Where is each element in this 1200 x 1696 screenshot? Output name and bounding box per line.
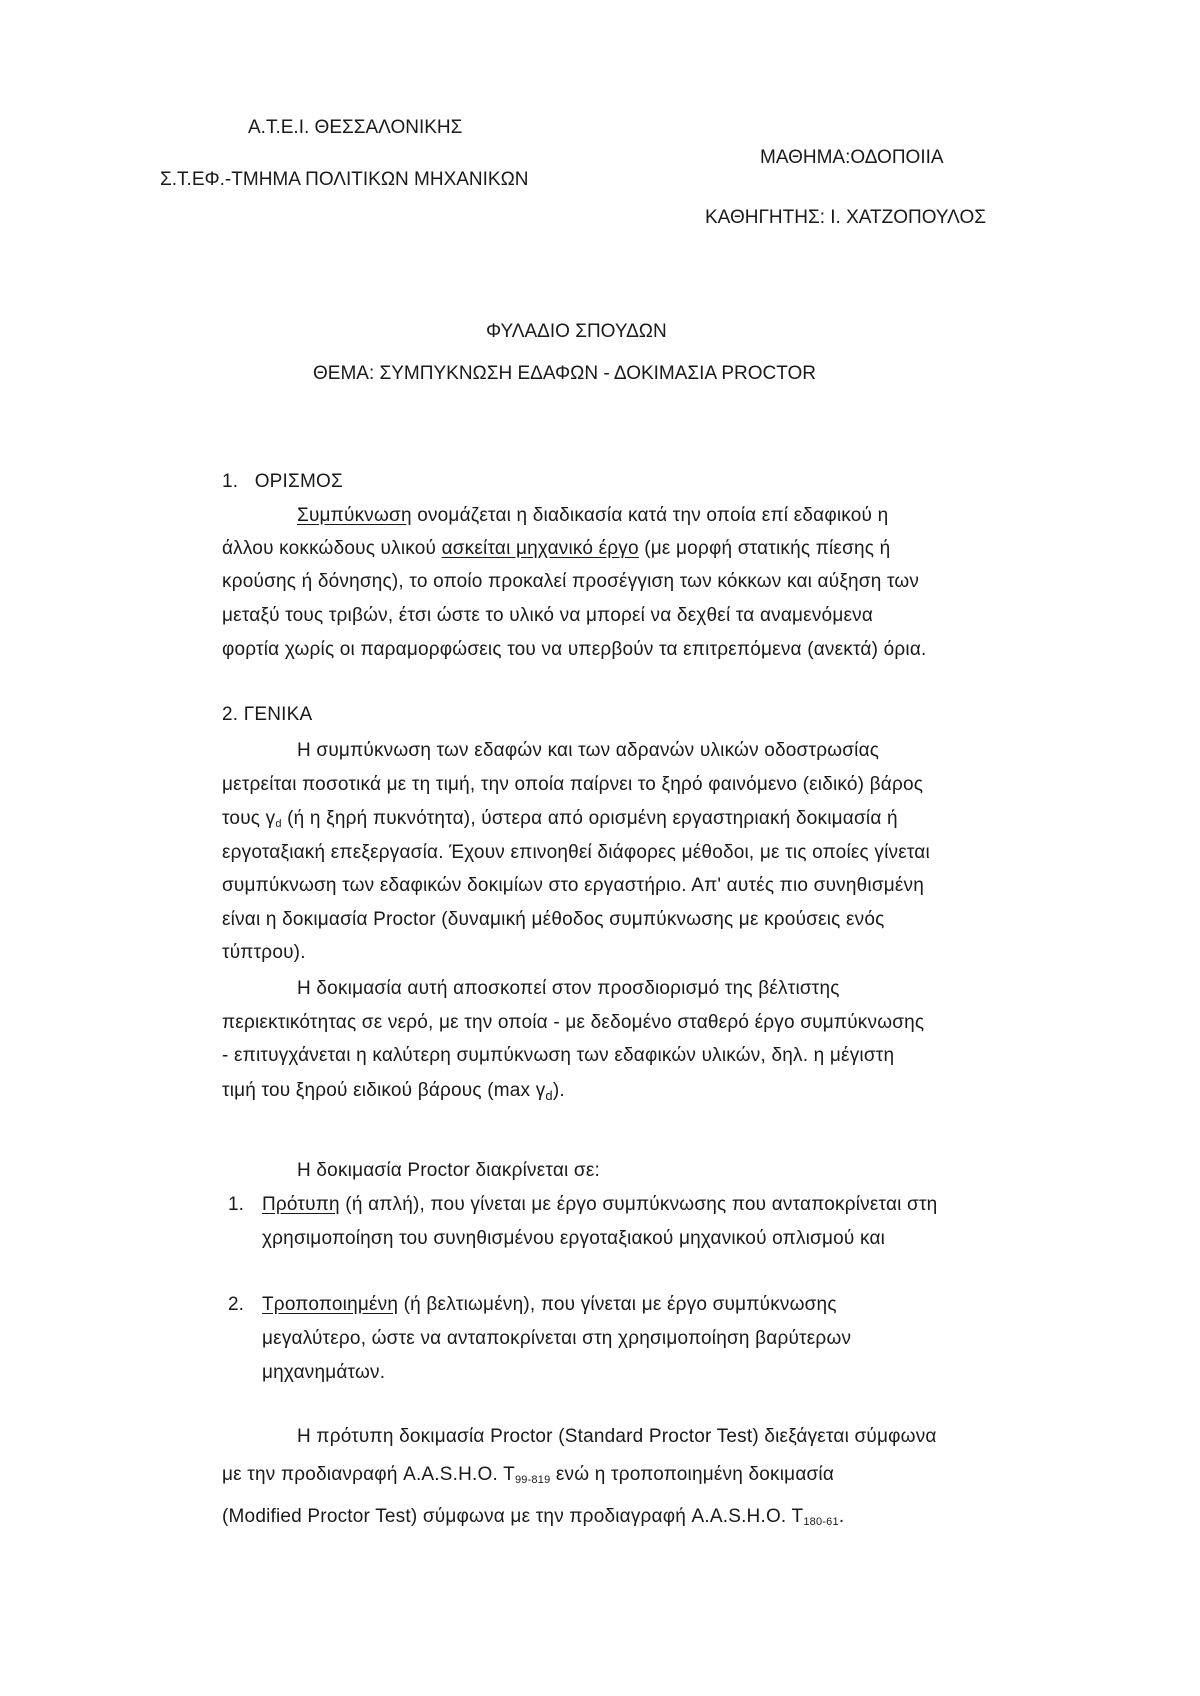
section2-p2-line-3: - επιτυγχάνεται η καλύτερη συμπύκνωση των εδαφικών υλικών, δηλ. η μέγιστη [222, 1045, 895, 1066]
section2-p1-line-3: τους $\gamma_d$ (ή η ξηρή πυκνότητα), ύστερα από ορισμένη εργαστηριακή δοκιμασία ή [222, 808, 898, 830]
section1-heading [222, 472, 343, 491]
list-item-1-line-1: Πρότυπη (ή απλή), που γίνεται με έργο συμπύκνωσης που ανταποκρίνεται στη [262, 1194, 938, 1215]
list-item-2-line-2: μεγαλύτερο, ώστε να ανταποκρίνεται στη χρησιμοποίηση βαρύτερων [262, 1328, 852, 1349]
list-item-1-term: Πρότυπη [262, 1194, 340, 1215]
list-item-2-line-3: μηχανημάτων. [262, 1362, 386, 1383]
definition-term: Συμπύκνωση [297, 505, 412, 526]
section2-p2-line-2: περιεκτικότητας σε νερό, με την οποία - με δεδομένο σταθερό έργο συμπύκνωσης [222, 1012, 925, 1033]
professor-name: ΚΑΘΗΓΗΤΗΣ: Ι. ΧΑΤΖΟΠΟΥΛΟΣ [705, 207, 986, 228]
section1-line-1: Συμπύκνωση ονομάζεται η διαδικασία κατά την οποία επί εδαφικού η [297, 505, 889, 526]
document-title: ΦΥΛΑΔΙΟ ΣΠΟΥΔΩΝ [486, 321, 667, 342]
section2-p1-line-4: εργοταξιακή επεξεργασία. Έχουν επινοηθεί διάφορες μέθοδοι, με τις οποίες γίνεται [222, 842, 930, 863]
section2-p2-line-4: τιμή του ξηρού ειδικού βάρους (max $\gamma_d$). [222, 1080, 565, 1103]
section2-p1-line-7: τύπτρου). [222, 942, 306, 963]
section1-title: ΟΡΙΣΜΟΣ [254, 471, 343, 492]
underlined-phrase: ασκείται μηχανικό έργο [441, 538, 639, 559]
section2-p1-line-2: μετρείται ποσοτικά με τη τιμή, την οποία παίρνει το ξηρό φαινόμενο (ειδικό) βάρος [222, 774, 924, 795]
list-item-1-line-2: χρησιμοποίηση του συνηθισμένου εργοταξιακού μηχανικού οπλισμού και [262, 1228, 886, 1249]
document-topic: ΘΕΜΑ: ΣΥΜΠΥΚΝΩΣΗ ΕΔΑΦΩΝ - ΔΟΚΙΜΑΣΙΑ PROCTOR [313, 363, 817, 384]
section1-line-2: άλλου κοκκώδους υλικού ασκείται μηχανικό έργο (με μορφή στατικής πίεσης ή [222, 538, 891, 559]
list-item-2-term: Τροποποιημένη [262, 1294, 399, 1315]
section2-heading: 2. ΓΕΝΙΚΑ [222, 704, 313, 725]
section2-p4-line-1: Η πρότυπη δοκιμασία Proctor (Standard Proctor Test) διεξάγεται σύμφωνα [297, 1426, 937, 1447]
section1-line-3: κρούσης ή δόνησης), το οποίο προκαλεί προσέγγιση των κόκκων και αύξηση των [222, 571, 920, 592]
section2-p2-line-1: Η δοκιμασία αυτή αποσκοπεί στον προσδιορισμό της βέλτιστης [297, 978, 840, 999]
course-name: ΜΑΘΗΜΑ:ΟΔΟΠΟΙΙΑ [760, 147, 944, 168]
institution-name: Α.Τ.Ε.Ι. ΘΕΣΣΑΛΟΝΙΚΗΣ [248, 117, 463, 138]
section1-line-5: φορτία χωρίς οι παραμορφώσεις του να υπερβούν τα επιτρεπόμενα (ανεκτά) όρια. [222, 639, 927, 660]
section2-p1-line-6: είναι η δοκιμασία Proctor (δυναμική μέθοδος συμπύκνωσης με κρούσεις ενός [222, 909, 885, 930]
section2-p1-line-1: Η συμπύκνωση των εδαφών και των αδρανών υλικών οδοστρωσίας [297, 740, 880, 761]
section1-number: 1. [222, 471, 239, 492]
section2-p1-line-5: συμπύκνωση των εδαφικών δοκιμίων στο εργαστήριο. Απ' αυτές πιο συνηθισμένη [222, 875, 925, 896]
list-item-2-line-1: Τροποποιημένη (ή βελτιωμένη), που γίνεται με έργο συμπύκνωσης [262, 1294, 837, 1315]
department-name: Σ.Τ.ΕΦ.-ΤΜΗΜΑ ΠΟΛΙΤΙΚΩΝ ΜΗΧΑΝΙΚΩΝ [160, 169, 529, 190]
section2-p3: Η δοκιμασία Proctor διακρίνεται σε: [297, 1160, 601, 1181]
section2-p4-line-2: με την προδιανραφή A.A.S.H.O. $T_{99-819}$ ενώ η τροποποιημένη δοκιμασία [222, 1464, 835, 1486]
list-item-2-number: 2. [228, 1294, 244, 1315]
section1-line-4: μεταξύ τους τριβών, έτσι ώστε το υλικό να μπορεί να δεχθεί τα αναμενόμενα [222, 605, 874, 626]
list-item-1-number: 1. [228, 1194, 244, 1215]
section2-p4-line-3: (Modified Proctor Test) σύμφωνα με την προδιαγραφή A.A.S.H.O. $T_{180-61}$. [222, 1506, 845, 1528]
